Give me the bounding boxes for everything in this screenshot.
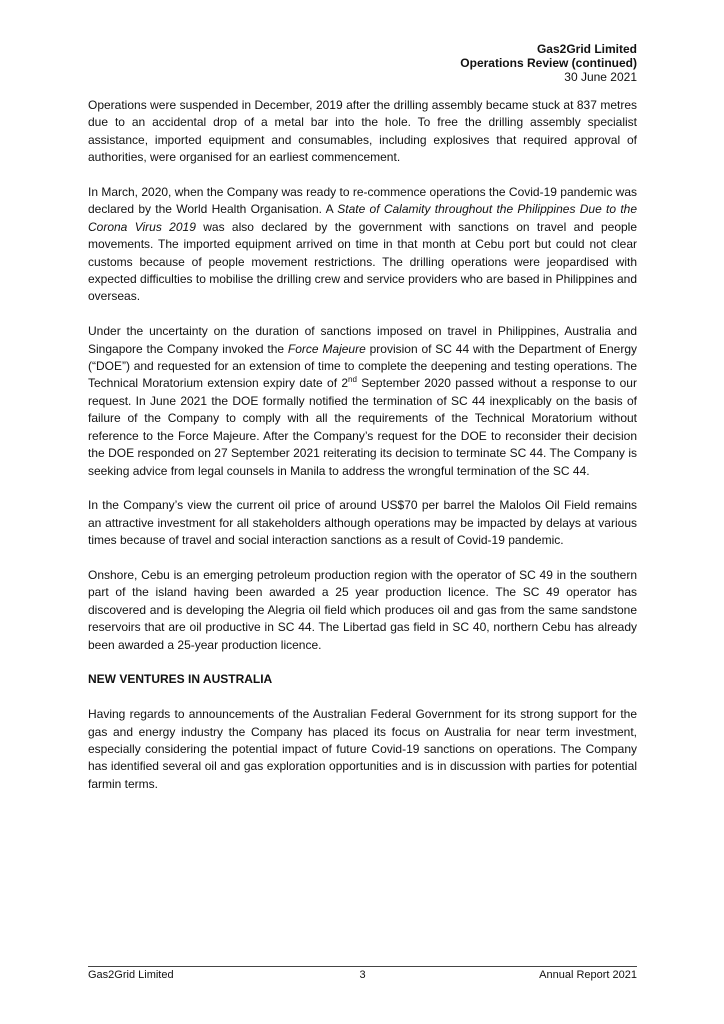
header-date: 30 June 2021 <box>564 70 637 84</box>
page-footer <box>88 969 637 981</box>
text: September 2020 passed without a response to our request. In June 2021 the DOE formally notified the termination of SC 44 inexplicably on the basis of failure of the Company to comply with all the requirements of the Technical Moratorium without reference to the Force Majeure. After the Company’s request for the DOE to reconsider their decision the DOE responded on 27 September 2021 reiterating its decision to terminate SC 44. The Company is seeking advice from legal counsels in Manila to address the wrongful termination of the SC 44. <box>88 376 637 478</box>
header-company: Gas2Grid Limited <box>536 42 637 56</box>
text: provision of SC 44 with the Department of Energy (“DOE”) and requested for an extension of time to complete the deepening and testing operations. The Technical Moratorium extension expiry date of 2 <box>88 341 637 391</box>
italic-text: Force Majeure <box>287 341 366 356</box>
page-number: 3 <box>359 969 366 981</box>
paragraph-force-majeure <box>88 323 637 480</box>
text: Operations were suspended in December, 2019 after the drilling assembly became stuck at 837 metres due to an accidental drop of a metal bar into the hole. To free the drilling assembly specialist assistance, imported equipment and consumables, including explosives that required approval of authorities, were organised for an earliest commencement. <box>88 98 637 165</box>
footer-company: Gas2Grid Limited <box>88 969 174 981</box>
page-header <box>460 42 637 84</box>
text: Under the uncertainty on the duration of sanctions imposed on travel in Philippines, Australia and Singapore the Company invoked the <box>88 324 637 356</box>
text: In the Company’s view the current oil price of around US$70 per barrel the Malolos Oil Field remains an attractive investment for all stakeholders although operations may be impacted by delays at various times because of travel and social interaction sanctions as a result of Covid-19 pandemic. <box>88 498 637 548</box>
footer-report: Annual Report 2021 <box>539 969 637 981</box>
text: Onshore, Cebu is an emerging petroleum production region with the operator of SC 49 in the southern part of the island having been awarded a 25 year production licence. The SC 49 operator has discovered and is developing the Alegria oil field which produces oil and gas from the same sandstone reservoirs that are oil productive in SC 44. The Libertad gas field in SC 40, northern Cebu has already been awarded a 25-year production licence. <box>88 567 637 652</box>
footer-divider <box>88 966 637 967</box>
paragraph-new-ventures <box>88 706 637 793</box>
paragraph-suspension <box>88 97 637 167</box>
section-heading: NEW VENTURES IN AUSTRALIA <box>88 672 273 687</box>
text: Having regards to announcements of the Australian Federal Government for its strong support for the gas and energy industry the Company has placed its focus on Australia for near term investment, especially considering the potential impact of future Covid-19 sanctions on operations. The Company has identified several oil and gas exploration opportunities and is in discussion with parties for potential farmin terms. <box>88 707 637 791</box>
italic-text: State of Calamity throughout the Philippines Due to the Corona Virus 2019 <box>88 202 637 234</box>
paragraph-covid <box>88 184 637 306</box>
text: In March, 2020, when the Company was ready to re-commence operations the Covid-19 pandemic was declared by the World Health Organisation. A <box>88 185 637 217</box>
paragraph-onshore-cebu <box>88 567 637 654</box>
paragraph-oil-price <box>88 497 637 549</box>
document-body <box>88 97 637 811</box>
superscript: nd <box>348 375 357 385</box>
header-section: Operations Review (continued) <box>460 56 637 70</box>
text: was also declared by the government with sanctions on travel and people movements. The imported equipment arrived on time in that month at Cebu port but could not clear customs because of people movement restrictions. The drilling operations were jeopardised with expected difficulties to mobilise the drilling crew and service providers who are based in Philippines and overseas. <box>88 219 638 304</box>
